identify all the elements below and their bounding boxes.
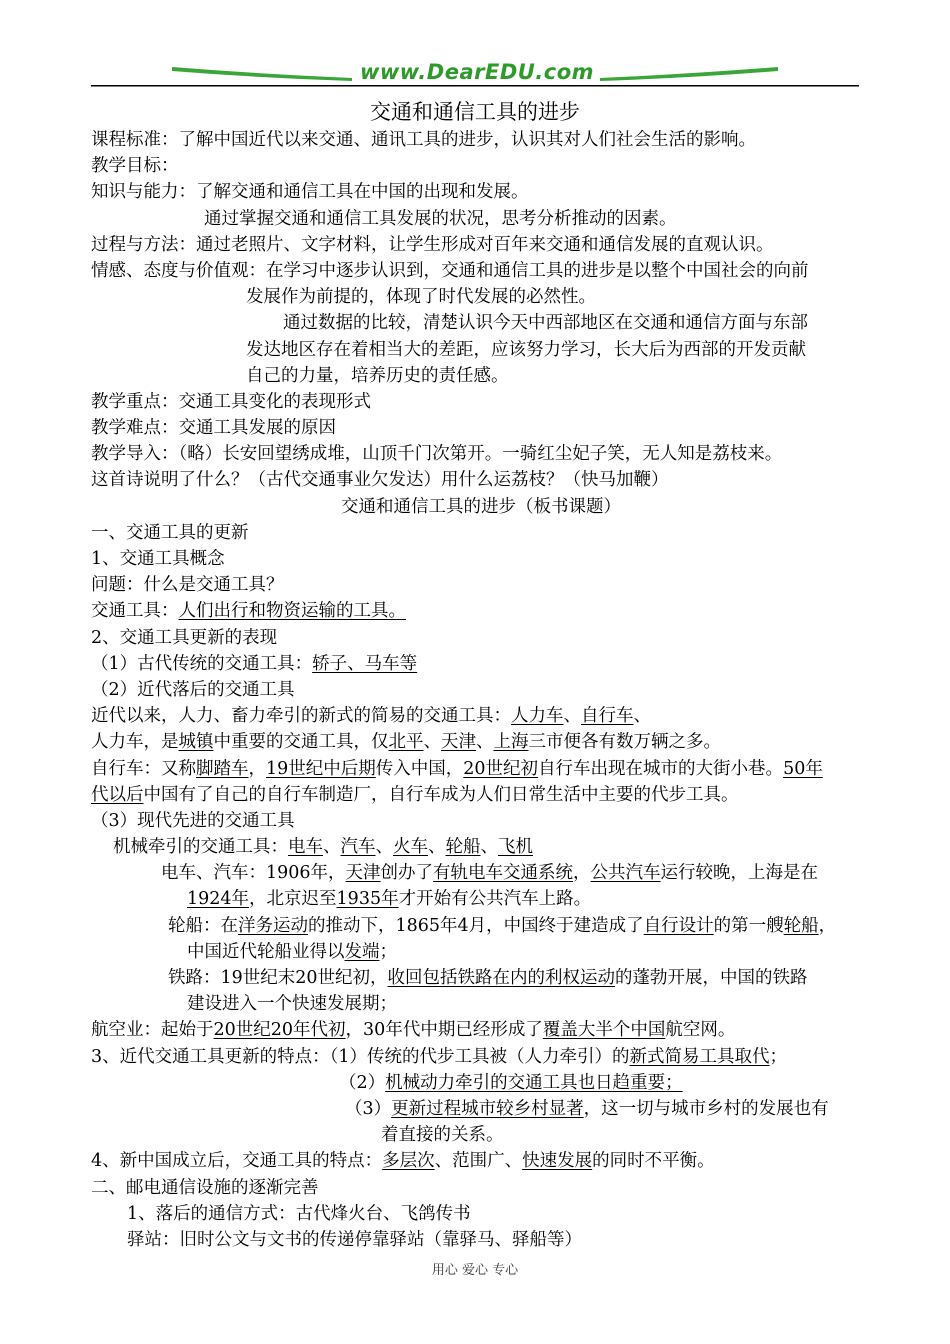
text-segment: （3） xyxy=(345,1098,392,1119)
text-segment: ， xyxy=(248,758,266,779)
text-segment: 三市便各有数万辆之多。 xyxy=(528,732,721,753)
text-line xyxy=(91,232,871,258)
text-segment: 航空业：起始于 xyxy=(91,1020,214,1041)
text-line xyxy=(91,546,871,572)
underlined-text: 覆盖大半个中国 xyxy=(542,1020,666,1041)
text-line xyxy=(91,179,871,205)
text-segment: 知识与能力：了解交通和通信工具在中国的出现和发展。 xyxy=(91,182,529,203)
underlined-text: 洋务运动 xyxy=(238,915,308,936)
underlined-text: 公共汽车 xyxy=(590,863,661,884)
text-line xyxy=(91,965,871,991)
text-segment: 、 xyxy=(476,732,494,753)
underlined-text: 轿子、马车等 xyxy=(312,653,418,674)
text-segment: 机械牵引的交通工具： xyxy=(113,837,288,858)
text-line xyxy=(91,808,871,834)
text-line xyxy=(91,913,871,939)
text-line xyxy=(91,651,871,677)
text-line xyxy=(91,834,871,860)
text-line xyxy=(91,284,871,310)
text-line xyxy=(91,363,871,389)
underlined-text: 轮船 xyxy=(783,915,819,936)
text-segment: 课程标准：了解中国近代以来交通、通讯工具的进步，认识其对人们社会生活的影响。 xyxy=(91,130,756,150)
text-segment: 、 xyxy=(563,706,581,727)
text-segment: 建设进入一个快速发展期； xyxy=(187,994,397,1015)
text-segment: 情感、态度与价值观：在学习中逐步认识到，交通和通信工具的进步是以整个中国社会的向前 xyxy=(91,260,809,281)
text-line xyxy=(91,1070,871,1096)
underlined-text: 汽车 xyxy=(340,837,376,858)
text-segment: 发达地区存在着相当大的差距，应该努力学习，长大后为西部的开发贡献 xyxy=(246,339,806,360)
underlined-text: 北平 xyxy=(388,732,424,753)
text-segment: 、 xyxy=(375,837,393,858)
page-header xyxy=(0,58,950,94)
text-line xyxy=(91,1201,871,1227)
text-segment: 才开始有公共汽车上路。 xyxy=(398,889,592,910)
text-segment: 交通工具： xyxy=(91,601,179,622)
underlined-text: 发端 xyxy=(344,941,380,962)
underlined-text: 更新过程城市较乡村显著 xyxy=(391,1098,584,1119)
text-segment: 教学难点：交通工具发展的原因 xyxy=(91,418,336,439)
text-segment: ； xyxy=(769,1046,788,1067)
document-title: 交通和通信工具的进步 xyxy=(370,100,580,124)
text-segment: 教学目标： xyxy=(91,156,179,177)
underlined-text: 新式简易工具取代 xyxy=(629,1046,770,1067)
underlined-text: 脚踏车 xyxy=(196,758,249,779)
text-segment: 、 xyxy=(323,837,341,858)
text-segment: 电车、汽车：1906年， xyxy=(161,863,346,884)
text-line xyxy=(91,860,871,886)
text-line xyxy=(91,258,871,284)
text-segment: ，这一切与城市乡村的发展也有 xyxy=(583,1098,829,1119)
text-segment: 着直接的关系。 xyxy=(381,1125,504,1146)
text-segment: 问题：什么是交通工具？ xyxy=(91,575,284,596)
text-segment: 的同时不平衡。 xyxy=(592,1151,715,1172)
underlined-text: 代以后 xyxy=(91,784,144,805)
text-line xyxy=(91,782,871,808)
underlined-text: 收回包括铁路在内的利权运动 xyxy=(387,968,616,988)
text-line xyxy=(91,1227,871,1253)
text-segment: 交通和通信工具的进步（板书课题） xyxy=(341,496,621,517)
text-segment: 、 xyxy=(423,732,441,753)
text-segment: ，北京迟至 xyxy=(249,889,337,910)
text-segment: 一、交通工具的更新 xyxy=(91,522,249,543)
text-line xyxy=(91,598,871,624)
text-segment: 近代以来，人力、畜力牵引的新式的简易的交通工具： xyxy=(91,706,511,727)
text-segment: 过程与方法：通过老照片、文字材料，让学生形成对百年来交通和通信发展的直观认识。 xyxy=(91,234,774,255)
underlined-text: 50年 xyxy=(783,758,823,779)
text-segment: 自行车出现在城市的大街小巷。 xyxy=(538,758,784,779)
text-line xyxy=(91,625,871,651)
underlined-text: 1935年 xyxy=(336,889,399,910)
text-line xyxy=(91,729,871,755)
page-footer: 用心 爱心 专心 xyxy=(431,1263,519,1278)
text-line xyxy=(91,939,871,965)
text-segment: 、 xyxy=(480,837,498,858)
underlined-text: 快速发展 xyxy=(522,1151,593,1172)
text-segment: ， xyxy=(818,915,837,936)
text-segment: 、 xyxy=(428,837,446,858)
underlined-text: 轮船 xyxy=(445,837,481,858)
text-segment: 运行较晚，上海是在 xyxy=(660,863,819,884)
text-segment: 4、新中国成立后，交通工具的特点： xyxy=(91,1151,383,1172)
text-segment: 的蓬勃开展，中国的铁路 xyxy=(615,968,808,988)
text-line xyxy=(91,1096,871,1122)
text-segment: 3、近代交通工具更新的特点：（1）传统的代步工具被（人力牵引）的 xyxy=(91,1046,630,1067)
text-segment: 轮船：在 xyxy=(168,915,238,936)
text-line xyxy=(91,756,871,782)
text-segment: 传入中国， xyxy=(375,758,464,779)
text-segment: 人力车，是 xyxy=(91,732,179,753)
text-line xyxy=(91,153,871,179)
text-segment: 教学导入：（略）长安回望绣成堆，山顶千门次第开。一骑红尘妃子笑，无人知是荔枝来。 xyxy=(91,444,783,465)
text-segment: 的推动下，1865年4月，中国终于建造成了 xyxy=(308,915,644,936)
text-segment: 中国有了自己的自行车制造厂，自行车成为人们日常生活中主要的代步工具。 xyxy=(143,784,739,805)
text-segment: ， xyxy=(573,863,591,884)
text-line xyxy=(91,991,871,1017)
underlined-text: 天津 xyxy=(345,863,381,884)
text-line xyxy=(91,520,871,546)
text-segment: ，30年代中期已经形成了 xyxy=(345,1020,543,1041)
brand-logo[interactable]: www.DearEDU.com xyxy=(359,60,595,84)
underlined-text: 19世纪中后期 xyxy=(266,758,376,779)
text-segment: 航空网。 xyxy=(665,1020,736,1041)
text-segment: 通过数据的比较，清楚认识今天中西部地区在交通和通信方面与东部 xyxy=(283,313,808,334)
text-line xyxy=(91,572,871,598)
underlined-text: 电车 xyxy=(288,837,323,858)
text-segment: 创办了 xyxy=(380,863,434,884)
underlined-text: 20世纪20年代初 xyxy=(213,1020,346,1041)
text-segment: （3）现代先进的交通工具 xyxy=(91,810,295,831)
underlined-text: 1924年 xyxy=(187,889,250,910)
underlined-text: 飞机 xyxy=(498,837,533,858)
text-segment: 这首诗说明了什么？（古代交通事业欠发达）用什么运荔枝？（快马加鞭） xyxy=(91,470,669,491)
text-segment: 通过掌握交通和通信工具发展的状况，思考分析推动的因素。 xyxy=(204,208,677,229)
text-segment: （2） xyxy=(339,1072,386,1093)
text-line xyxy=(91,703,871,729)
text-segment: 教学重点：交通工具变化的表现形式 xyxy=(91,391,371,412)
text-line xyxy=(91,494,871,520)
text-segment: （1）古代传统的交通工具： xyxy=(91,653,313,674)
text-segment: 、 xyxy=(633,706,651,727)
text-line xyxy=(91,1044,871,1070)
text-line xyxy=(91,415,871,441)
text-segment: ； xyxy=(379,941,397,962)
underlined-text: 20世纪初 xyxy=(463,758,539,779)
text-line xyxy=(91,677,871,703)
text-segment: 中重要的交通工具，仅 xyxy=(213,732,389,753)
underlined-text: 城镇 xyxy=(178,732,214,753)
text-line xyxy=(91,310,871,336)
underlined-text: 天津 xyxy=(441,732,476,753)
text-segment: 、范围广、 xyxy=(434,1151,523,1172)
text-segment: 二、邮电通信设施的逐渐完善 xyxy=(91,1177,319,1198)
text-segment: 的第一艘 xyxy=(713,915,784,936)
document-body xyxy=(91,127,871,1253)
text-line xyxy=(91,467,871,493)
underlined-text: 火车 xyxy=(393,837,428,858)
text-segment: 1、交通工具概念 xyxy=(91,549,225,569)
text-line xyxy=(91,441,871,467)
underlined-text: 有轨电车交通系统 xyxy=(433,863,574,884)
text-segment: 1、落后的通信方式：古代烽火台、飞鸽传书 xyxy=(127,1203,471,1224)
text-segment: 发展作为前提的，体现了时代发展的必然性。 xyxy=(246,287,596,308)
text-line xyxy=(91,389,871,415)
text-line xyxy=(91,206,871,232)
text-segment: 铁路：19世纪末20世纪初， xyxy=(168,968,388,988)
text-line xyxy=(91,886,871,912)
text-line xyxy=(91,127,871,153)
text-line xyxy=(91,1148,871,1174)
underlined-text: 人力车 xyxy=(511,706,564,727)
text-segment: 中国近代轮船业得以 xyxy=(187,941,345,962)
text-segment: 自行车：又称 xyxy=(91,758,196,779)
underlined-text: 自行设计 xyxy=(643,915,714,936)
text-line xyxy=(91,1175,871,1201)
text-line xyxy=(91,1017,871,1043)
underlined-text: 机械动力牵引的交通工具也日趋重要； xyxy=(385,1072,683,1093)
text-line xyxy=(91,1122,871,1148)
underlined-text: 人们出行和物资运输的工具。 xyxy=(178,601,406,622)
text-segment: 2、交通工具更新的表现 xyxy=(91,627,278,648)
text-line xyxy=(91,337,871,363)
underlined-text: 自行车 xyxy=(581,706,634,727)
text-segment: 自己的力量，培养历史的责任感。 xyxy=(246,365,509,386)
underlined-text: 上海 xyxy=(493,732,529,753)
text-segment: 驿站：旧时公文与文书的传递停靠驿站（靠驿马、驿船等） xyxy=(127,1229,582,1250)
text-segment: （2）近代落后的交通工具 xyxy=(91,679,295,700)
underlined-text: 多层次 xyxy=(382,1151,435,1172)
